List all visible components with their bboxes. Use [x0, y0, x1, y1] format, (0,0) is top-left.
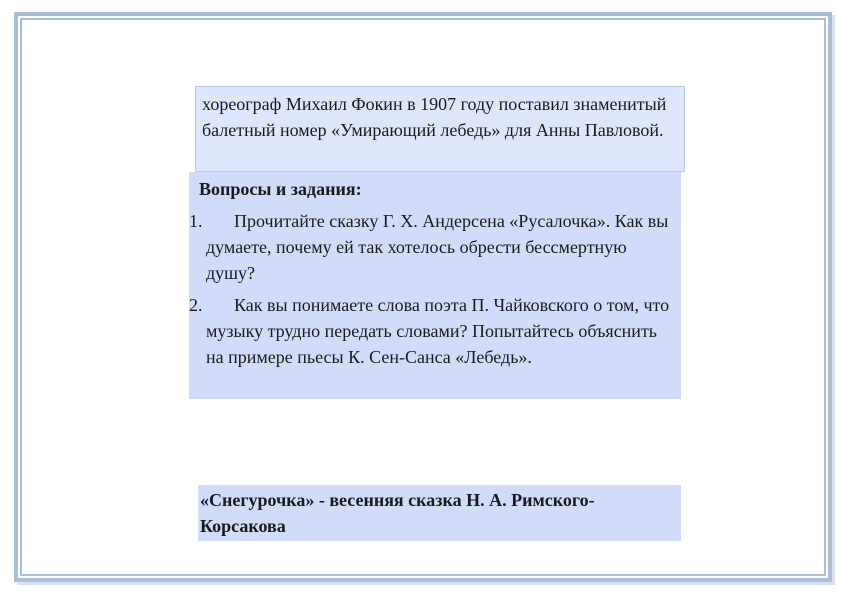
question-item-2 — [189, 292, 675, 370]
section-title-box — [198, 485, 681, 541]
question-number-1: 1. — [189, 211, 203, 231]
questions-title: Вопросы и задания: — [199, 179, 362, 199]
question-text-1: Прочитайте сказку Г. Х. Андерсена «Русалочка». Как вы думаете, почему ей так хотелось обрести бессмертную душу? — [206, 211, 669, 283]
quote-text: хореограф Михаил Фокин в 1907 году поставил знаменитый балетный номер «Умирающий лебедь» для Анны Павловой. — [202, 94, 667, 140]
quote-text-box — [195, 86, 685, 172]
question-number-2: 2. — [189, 295, 203, 315]
question-text-2: Как вы понимаете слова поэта П. Чайковского о том, что музыку трудно передать словами? Попытайтесь объяснить на примере пьесы К. Сен-Санса «Лебедь». — [206, 295, 670, 367]
section-title: «Снегурочка» - весенняя сказка Н. А. Римского-Корсакова — [200, 490, 595, 536]
questions-box — [189, 172, 681, 399]
question-item-1 — [189, 208, 675, 286]
